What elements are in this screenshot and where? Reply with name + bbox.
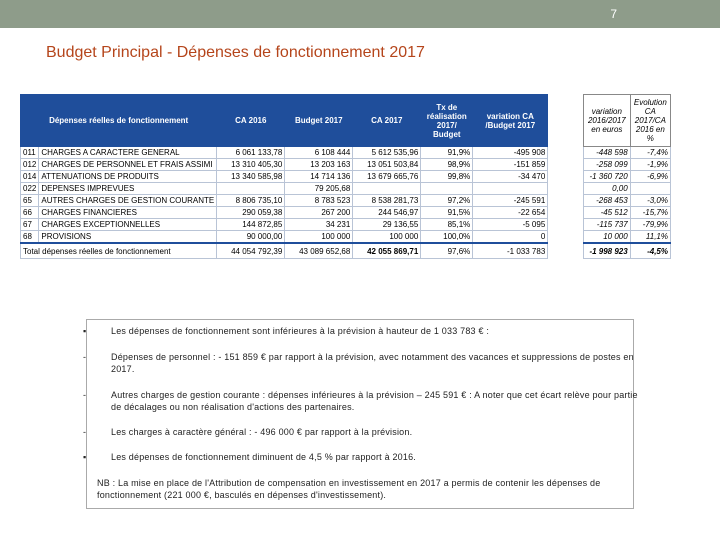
total-realisation-rate: 97,6% bbox=[421, 243, 473, 259]
variation-euros-cell: -268 453 bbox=[584, 195, 631, 207]
bullet-marker: - bbox=[83, 427, 87, 437]
budget-2017-cell: 79 205,68 bbox=[285, 183, 353, 195]
row-label: CHARGES DE PERSONNEL ET FRAIS ASSIMI bbox=[39, 159, 217, 171]
evolution-percent-cell: 11,1% bbox=[630, 231, 670, 244]
realisation-rate-cell: 91,5% bbox=[421, 207, 473, 219]
note-text: Autres charges de gestion courante : dépenses inférieures à la prévision – 245 591 € : A noter que cet écart relève pour partie de décalages ou non réalisation d'actions des partenaires. bbox=[111, 390, 638, 412]
ca-2017-cell: 13 051 503,84 bbox=[353, 159, 421, 171]
realisation-rate-cell: 99,8% bbox=[421, 171, 473, 183]
table-row bbox=[21, 183, 548, 195]
variation-cell bbox=[473, 183, 548, 195]
ca-2016-cell: 6 061 133,78 bbox=[217, 147, 285, 159]
evolution-total-row bbox=[584, 243, 671, 259]
row-code: 67 bbox=[21, 219, 39, 231]
row-label: CHARGES A CARACTERE GENERAL bbox=[39, 147, 217, 159]
ca-2017-cell: 13 679 665,76 bbox=[353, 171, 421, 183]
budget-2017-cell: 267 200 bbox=[285, 207, 353, 219]
evolution-percent-cell bbox=[630, 183, 670, 195]
evolution-percent-cell: -6,9% bbox=[630, 171, 670, 183]
evolution-header-row bbox=[584, 95, 671, 147]
table-header-row bbox=[21, 95, 548, 147]
evolution-row bbox=[584, 195, 671, 207]
evolution-row bbox=[584, 183, 671, 195]
evolution-percent-cell: -15,7% bbox=[630, 207, 670, 219]
variation-euros-cell: -115 737 bbox=[584, 219, 631, 231]
header-cell: CA 2016 bbox=[217, 95, 285, 147]
ca-2016-cell: 90 000,00 bbox=[217, 231, 285, 244]
budget-2017-cell: 13 203 163 bbox=[285, 159, 353, 171]
page-number: 7 bbox=[610, 7, 617, 21]
evolution-percent-cell: -3,0% bbox=[630, 195, 670, 207]
top-bar bbox=[0, 0, 720, 28]
budget-2017-cell: 8 783 523 bbox=[285, 195, 353, 207]
row-label: CHARGES FINANCIERES bbox=[39, 207, 217, 219]
note-text: NB : La mise en place de l'Attribution de compensation en investissement en 2017 a permis de contenir les dépenses de fonctionnement (221 000 €, basculés en dépenses d'investissement). bbox=[97, 478, 601, 500]
row-code: 65 bbox=[21, 195, 39, 207]
ca-2016-cell: 290 059,38 bbox=[217, 207, 285, 219]
header-cell: Tx de réalisation 2017/ Budget bbox=[421, 95, 473, 147]
header-cell: variation 2016/2017 en euros bbox=[584, 95, 631, 147]
total-ca-2016: 44 054 792,39 bbox=[217, 243, 285, 259]
realisation-rate-cell bbox=[421, 183, 473, 195]
note-paragraph bbox=[83, 389, 639, 413]
row-code: 011 bbox=[21, 147, 39, 159]
bullet-marker: ▪ bbox=[83, 326, 87, 336]
row-code: 68 bbox=[21, 231, 39, 244]
evolution-percent-cell: -7,4% bbox=[630, 147, 670, 159]
evolution-percent-cell: -1,9% bbox=[630, 159, 670, 171]
variation-euros-cell: -45 512 bbox=[584, 207, 631, 219]
variation-cell: -5 095 bbox=[473, 219, 548, 231]
note-paragraph bbox=[83, 451, 639, 463]
ca-2017-cell: 5 612 535,96 bbox=[353, 147, 421, 159]
variation-euros-cell: 10 000 bbox=[584, 231, 631, 244]
budget-2017-cell: 14 714 136 bbox=[285, 171, 353, 183]
budget-table-area bbox=[20, 94, 671, 288]
header-cell: Dépenses réelles de fonctionnement bbox=[21, 95, 217, 147]
variation-euros-cell: -258 099 bbox=[584, 159, 631, 171]
variation-cell: -495 908 bbox=[473, 147, 548, 159]
evolution-row bbox=[584, 159, 671, 171]
header-cell: Budget 2017 bbox=[285, 95, 353, 147]
note-text: Les dépenses de fonctionnement diminuent de 4,5 % par rapport à 2016. bbox=[111, 452, 416, 462]
realisation-rate-cell: 98,9% bbox=[421, 159, 473, 171]
bullet-marker: - bbox=[83, 390, 87, 400]
total-row bbox=[21, 243, 548, 259]
budget-table bbox=[20, 94, 548, 259]
ca-2017-cell bbox=[353, 183, 421, 195]
evolution-row bbox=[584, 219, 671, 231]
ca-2016-cell: 13 340 585,98 bbox=[217, 171, 285, 183]
evolution-row bbox=[584, 231, 671, 244]
evolution-percent-cell: -79,9% bbox=[630, 219, 670, 231]
commentary-box bbox=[83, 319, 638, 509]
total-variation-euros: -1 998 923 bbox=[584, 243, 631, 259]
variation-cell: -34 470 bbox=[473, 171, 548, 183]
table-row bbox=[21, 147, 548, 159]
table-row bbox=[21, 195, 548, 207]
table-row bbox=[21, 231, 548, 244]
budget-2017-cell: 34 231 bbox=[285, 219, 353, 231]
row-code: 66 bbox=[21, 207, 39, 219]
variation-cell: -245 591 bbox=[473, 195, 548, 207]
ca-2016-cell: 8 806 735,10 bbox=[217, 195, 285, 207]
evolution-table bbox=[583, 94, 671, 259]
table-row bbox=[21, 159, 548, 171]
note-text: Les charges à caractère général : - 496 000 € par rapport à la prévision. bbox=[111, 427, 413, 437]
note-paragraph bbox=[83, 351, 639, 375]
bullet-marker: ▪ bbox=[83, 452, 87, 462]
realisation-rate-cell: 97,2% bbox=[421, 195, 473, 207]
budget-2017-cell: 100 000 bbox=[285, 231, 353, 244]
header-cell: Evolution CA 2017/CA 2016 en % bbox=[630, 95, 670, 147]
header-cell: variation CA /Budget 2017 bbox=[473, 95, 548, 147]
ca-2016-cell bbox=[217, 183, 285, 195]
evolution-row bbox=[584, 207, 671, 219]
row-label: CHARGES EXCEPTIONNELLES bbox=[39, 219, 217, 231]
total-variation: -1 033 783 bbox=[473, 243, 548, 259]
total-evolution-percent: -4,5% bbox=[630, 243, 670, 259]
realisation-rate-cell: 85,1% bbox=[421, 219, 473, 231]
row-label: ATTENUATIONS DE PRODUITS bbox=[39, 171, 217, 183]
ca-2017-cell: 100 000 bbox=[353, 231, 421, 244]
note-paragraph bbox=[83, 426, 639, 438]
ca-2017-cell: 29 136,55 bbox=[353, 219, 421, 231]
variation-euros-cell: -448 598 bbox=[584, 147, 631, 159]
note-text: Les dépenses de fonctionnement sont inférieures à la prévision à hauteur de 1 033 783 € : bbox=[111, 326, 490, 336]
row-code: 022 bbox=[21, 183, 39, 195]
evolution-row bbox=[584, 147, 671, 159]
note-paragraph bbox=[83, 325, 639, 337]
ca-2017-cell: 244 546,97 bbox=[353, 207, 421, 219]
realisation-rate-cell: 100,0% bbox=[421, 231, 473, 244]
row-label: DEPENSES IMPREVUES bbox=[39, 183, 217, 195]
table-row bbox=[21, 171, 548, 183]
evolution-row bbox=[584, 171, 671, 183]
budget-2017-cell: 6 108 444 bbox=[285, 147, 353, 159]
note-paragraph bbox=[97, 477, 625, 501]
note-text: Dépenses de personnel : - 151 859 € par rapport à la prévision, avec notamment des vacances et suppressions de postes en 2017. bbox=[111, 352, 634, 374]
slide-title: Budget Principal - Dépenses de fonctionnement 2017 bbox=[46, 44, 425, 61]
row-code: 014 bbox=[21, 171, 39, 183]
variation-cell: -151 859 bbox=[473, 159, 548, 171]
table-row bbox=[21, 207, 548, 219]
total-label: Total dépenses réelles de fonctionnement bbox=[21, 243, 217, 259]
row-label: PROVISIONS bbox=[39, 231, 217, 244]
bullet-marker: - bbox=[83, 352, 87, 362]
variation-euros-cell: -1 360 720 bbox=[584, 171, 631, 183]
header-cell: CA 2017 bbox=[353, 95, 421, 147]
row-code: 012 bbox=[21, 159, 39, 171]
variation-cell: -22 654 bbox=[473, 207, 548, 219]
row-label: AUTRES CHARGES DE GESTION COURANTE bbox=[39, 195, 217, 207]
ca-2016-cell: 13 310 405,30 bbox=[217, 159, 285, 171]
table-row bbox=[21, 219, 548, 231]
ca-2017-cell: 8 538 281,73 bbox=[353, 195, 421, 207]
variation-euros-cell: 0,00 bbox=[584, 183, 631, 195]
total-budget-2017: 43 089 652,68 bbox=[285, 243, 353, 259]
variation-cell: 0 bbox=[473, 231, 548, 244]
total-ca-2017: 42 055 869,71 bbox=[353, 243, 421, 259]
ca-2016-cell: 144 872,85 bbox=[217, 219, 285, 231]
realisation-rate-cell: 91,9% bbox=[421, 147, 473, 159]
